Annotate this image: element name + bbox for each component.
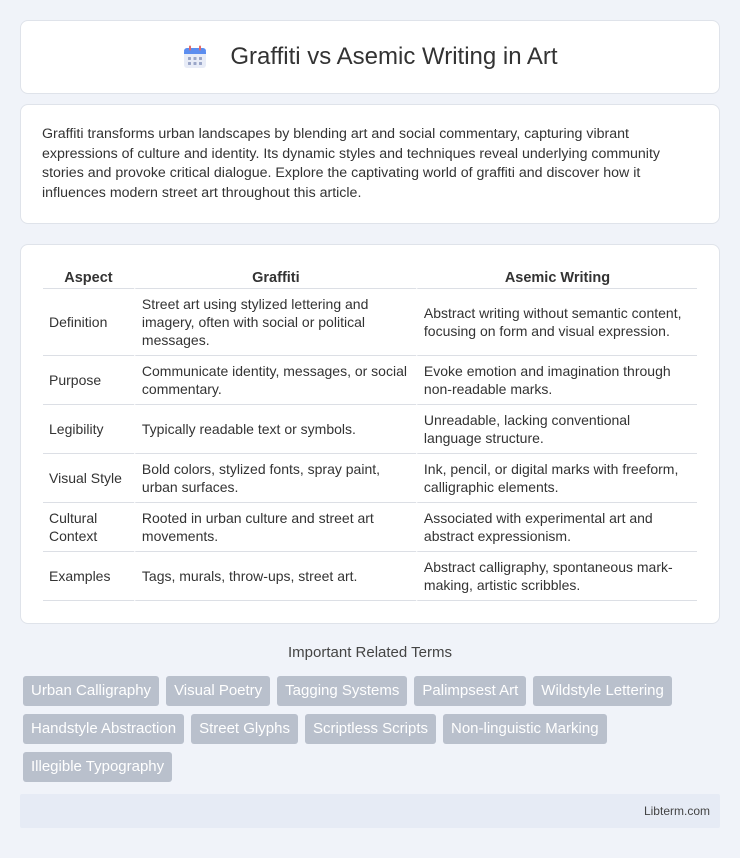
- row-graffiti: Bold colors, stylized fonts, spray paint, urban surfaces.: [134, 454, 416, 503]
- tag-palimpsest-art[interactable]: Palimpsest Art: [414, 676, 526, 706]
- table-header-row: [43, 267, 697, 289]
- page-title: Graffiti vs Asemic Writing in Art: [230, 43, 558, 70]
- row-asemic: Abstract writing without semantic content, focusing on form and visual expression.: [416, 289, 697, 356]
- row-aspect: Purpose: [43, 356, 134, 405]
- row-graffiti: Typically readable text or symbols.: [134, 405, 416, 454]
- row-graffiti: Street art using stylized lettering and imagery, often with social or political messages.: [134, 289, 416, 356]
- header-card: [20, 20, 720, 94]
- row-aspect: Cultural Context: [43, 503, 134, 552]
- table-row: [43, 503, 697, 552]
- calendar-icon: [182, 44, 208, 70]
- row-asemic: Associated with experimental art and abstract expressionism.: [416, 503, 697, 552]
- tag-illegible-typography[interactable]: Illegible Typography: [23, 752, 172, 782]
- row-asemic: Unreadable, lacking conventional language structure.: [416, 405, 697, 454]
- table-row: [43, 289, 697, 356]
- row-graffiti: Communicate identity, messages, or social commentary.: [134, 356, 416, 405]
- table-row: [43, 454, 697, 503]
- footer-site-link[interactable]: Libterm.com: [643, 804, 710, 818]
- row-asemic: Abstract calligraphy, spontaneous mark-making, artistic scribbles.: [416, 552, 697, 601]
- tag-handstyle-abstraction[interactable]: Handstyle Abstraction: [23, 714, 184, 744]
- comparison-table: [43, 267, 697, 601]
- row-aspect: Examples: [43, 552, 134, 601]
- table-row: [43, 356, 697, 405]
- comparison-card: [20, 244, 720, 624]
- row-graffiti: Tags, murals, throw-ups, street art.: [134, 552, 416, 601]
- tag-non-linguistic-marking[interactable]: Non-linguistic Marking: [443, 714, 607, 744]
- footer: [20, 794, 720, 828]
- intro-card: [20, 104, 720, 224]
- row-aspect: Visual Style: [43, 454, 134, 503]
- row-asemic: Ink, pencil, or digital marks with freeform, calligraphic elements.: [416, 454, 697, 503]
- header-aspect: Aspect: [43, 267, 134, 289]
- row-aspect: Definition: [43, 289, 134, 356]
- tag-urban-calligraphy[interactable]: Urban Calligraphy: [23, 676, 159, 706]
- intro-text: Graffiti transforms urban landscapes by blending art and social commentary, capturing vibrant expressions of culture and identity. Its dynamic styles and techniques reveal underlying community stories and provoke critical dialogue. Explore the captivating world of graffiti and discover how it influences modern street art throughout this article.: [42, 126, 660, 201]
- related-terms-list: [23, 676, 723, 782]
- header-graffiti: Graffiti: [134, 267, 416, 289]
- table-row: [43, 405, 697, 454]
- row-asemic: Evoke emotion and imagination through non-readable marks.: [416, 356, 697, 405]
- row-aspect: Legibility: [43, 405, 134, 454]
- header-asemic-writing: Asemic Writing: [416, 267, 697, 289]
- row-graffiti: Rooted in urban culture and street art movements.: [134, 503, 416, 552]
- related-terms-title: Important Related Terms: [288, 644, 452, 661]
- tag-visual-poetry[interactable]: Visual Poetry: [166, 676, 270, 706]
- tag-tagging-systems[interactable]: Tagging Systems: [277, 676, 407, 706]
- table-row: [43, 552, 697, 601]
- tag-wildstyle-lettering[interactable]: Wildstyle Lettering: [533, 676, 672, 706]
- tag-scriptless-scripts[interactable]: Scriptless Scripts: [305, 714, 436, 744]
- tag-street-glyphs[interactable]: Street Glyphs: [191, 714, 298, 744]
